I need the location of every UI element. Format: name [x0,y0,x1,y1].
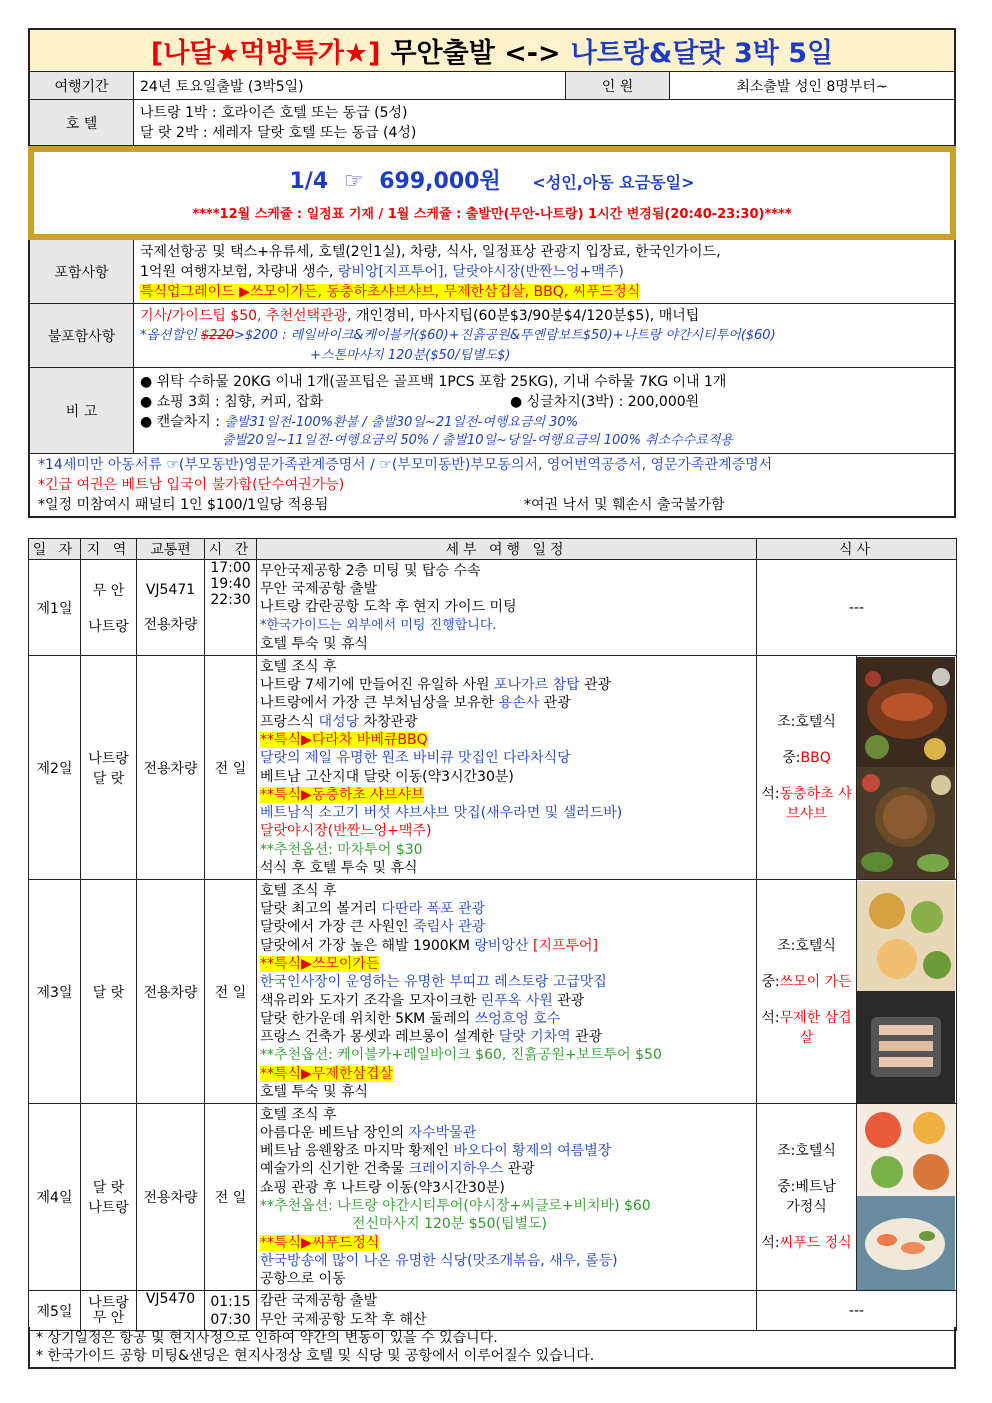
table-row-day3: 제3일 달 랏 전용차량 전 일 호텔 조식 후 달랏 최고의 볼거리 다딴라 폭포 관광 달랏에서 가장 큰 사원인 죽림사 관광 달랏에서 가장 높은 해발 1900KM 랑비앙산 [지프투어] **특식▶쓰모이가든 한국인사장이 운영하는 유명한 부띠끄 레스토랑 고급맛집 색유리와 도자기 조각을 모자이크한 린푸옥 사원 관광 달랏 한가운데 위치한 5KM 둘레의 쓰엉흐엉 호수 프랑스 건축가 몽셋과 레브롱이 설계한 달랏 기차역 관광 **추천옵션: 케이블카+레일바이크 $60, 진흙공원+보트투어 $50 **특식▶무제한삼겹살 호텔 투숙 및 휴식 조:호텔식 중:쓰모이 가든 석:무제한 삼겹살 [29,880,957,1104]
page-title: [나달★먹방특가★] 무안출발 <-> 나트랑&달랏 3박 5일 [28,28,956,72]
pork-belly-photo [857,991,955,1103]
include-label: 포함사항 [30,240,134,303]
exclude-row: 불포함사항 기사/가이드팁 $50, 추천선택관광, 개인경비, 마사지팁(60분$3/90분$4/120분$5), 매너팁 *옵션할인 $220>$200 : 레일바이크&케이블카($60)+진흙공원&뚜옌람보트$50)+나트랑 야간시티투어($60) +스톤마사지 120분($50/팁별도$) [28,304,956,368]
price-warning: ****12월 스케쥴 : 일정표 기재 / 1월 스케쥴 : 출발만(무안-나트랑) 1시간 변경됨(20:40-23:30)**** [192,207,792,222]
include-row: 포함사항 국제선항공 및 택스+유류세, 호텔(2인1실), 차량, 식사, 일정표상 관광지 입장료, 한국인가이드, 1억원 여행자보험, 차량내 생수, 랑비앙[지프투어], 달랏야시장(반짠느엉+맥주) 특식업그레이드 ▶쓰모이가든, 동충하초샤브샤브, 무제한삼겹살, BBQ, 씨푸드정식 [28,240,956,304]
table-row-day4: 제4일 달 랏 나트랑 전용차량 전 일 호텔 조식 후 아름다운 베트남 장인의 자수박물관 베트남 응웬왕조 마지막 황제인 바오다이 황제의 여름별장 예술가의 신기한 건축물 크레이지하우스 관광 쇼핑 관광 후 나트랑 이동(약3시간30분) **추천옵션: 나트랑 야간시티투어(야시장+씨클로+비치바) $60 전신마사지 120분 $50(팁별도) **특식▶씨푸드정식 한국방송에 많이 나온 유명한 식당(맛조개볶음, 새우, 롤등) 공항으로 이동 조:호텔식 중:베트남 가정식 석:씨푸드 정식 [29,1104,957,1291]
itinerary-table [28,538,957,1331]
food-photos-day2 [857,656,957,880]
food-photos-day4 [857,1104,957,1291]
hotel-label: 호 텔 [30,100,134,145]
remarks-label: 비 고 [30,368,134,453]
table-header: 일 자 지 역 교통편 시 간 세부 여행 일정 식사 [29,539,957,560]
remarks-row: 비 고 ● 위탁 수하물 20KG 이내 1개(골프팁은 골프백 1PCS 포함 25KG), 기내 수하물 7KG 이내 1개 ● 쇼핑 3회 : 침향, 커피, 잡화 ● 싱글차지(3박) : 200,000원 ● 캔슬차지 : 출발31일전-100%환불 / 출발30일~21일전-여행요금의 30% 출발20일~11일전-여행요금의 50% / 출발10일~당일-여행요금의 100% 취소수수료적용 [28,368,956,454]
exclude-label: 불포함사항 [30,304,134,367]
bbq-photo [857,657,955,767]
period-label: 여행기간 [30,72,134,99]
footer-notes: * 상기일정은 항공 및 현지사정으로 인하여 약간의 변동이 있을 수 있습니다. * 한국가이드 공항 미팅&샌딩은 현지사정상 호텔 및 식당 및 공항에서 이루어질수 있습니다. [28,1327,956,1369]
period-row [28,72,956,100]
garden-dish-photo [857,881,955,991]
shabu-photo [857,767,955,879]
price-box [28,146,956,240]
table-row-day5: 제5일 나트랑 무 안 VJ5470 01:15 07:30 캄란 국제공항 출발 무안 국제공항 도착 후 해산 --- [29,1291,957,1331]
table-row-day1: 제1일 무 안 나트랑 VJ5471 전용차량 17:00 19:40 22:30 무안국제공항 2층 미팅 및 탑승 수속 무안 국제공항 출발 나트랑 캄란공항 도착 후 현지 가이드 미팅 *한국가이드는 외부에서 미팅 진행합니다. 호텔 투숙 및 휴식 --- [29,560,957,656]
pointing-hand-icon: ☞ [343,169,364,194]
notices-row: *14세미만 아동서류 ☞(부모동반)영문가족관계증명서 / ☞(부모미동반)부모동의서, 영어번역공증서, 영문가족관계증명서 *긴급 여권은 베트남 입국이 불가함(단수여권가능) *일정 미참여시 패널티 1인 $100/1일당 적용됨 *여권 낙서 및 훼손시 출국불가함 [28,454,956,518]
food-photos-day3 [857,880,957,1104]
hotel-row [28,100,956,146]
people-label: 인 원 [566,72,670,99]
vietnamese-meal-photo [857,1104,955,1196]
seafood-photo [857,1196,955,1290]
people-value: 최소출발 성인 8명부터~ [736,78,888,95]
table-row-day2: 제2일 나트랑 달 랏 전용차량 전 일 호텔 조식 후 나트랑 7세기에 만들어진 유일하 사원 포나가르 참탑 관광 나트랑에서 가장 큰 부처님상을 보유한 용손사 관광 프랑스식 대성당 차창관광 **특식▶다라차 바베큐BBQ 달랏의 제일 유명한 원조 바비큐 맛집인 다라차식당 베트남 고산지대 달랏 이동(약3시간30분) **특식▶동충하초 샤브샤브 베트남식 소고기 버섯 샤브샤브 맛집(새우라면 및 샐러드바) 달랏야시장(반짠느엉+맥주) **추천옵션: 마차투어 $30 석식 후 호텔 투숙 및 휴식 조:호텔식 중:BBQ 석:동충하초 샤브샤브 [29,656,957,880]
price-main: 1/4 ☞ 699,000원 <성인,아동 요금동일> [289,169,695,194]
hotel-lines: 나트랑 1박 : 호라이즌 호텔 또는 동급 (5성) 달 랏 2박 : 세레자 달랏 호텔 또는 동급 (4성) [140,104,417,141]
period-value: 24년 토요일출발 (3박5일) [134,72,566,99]
